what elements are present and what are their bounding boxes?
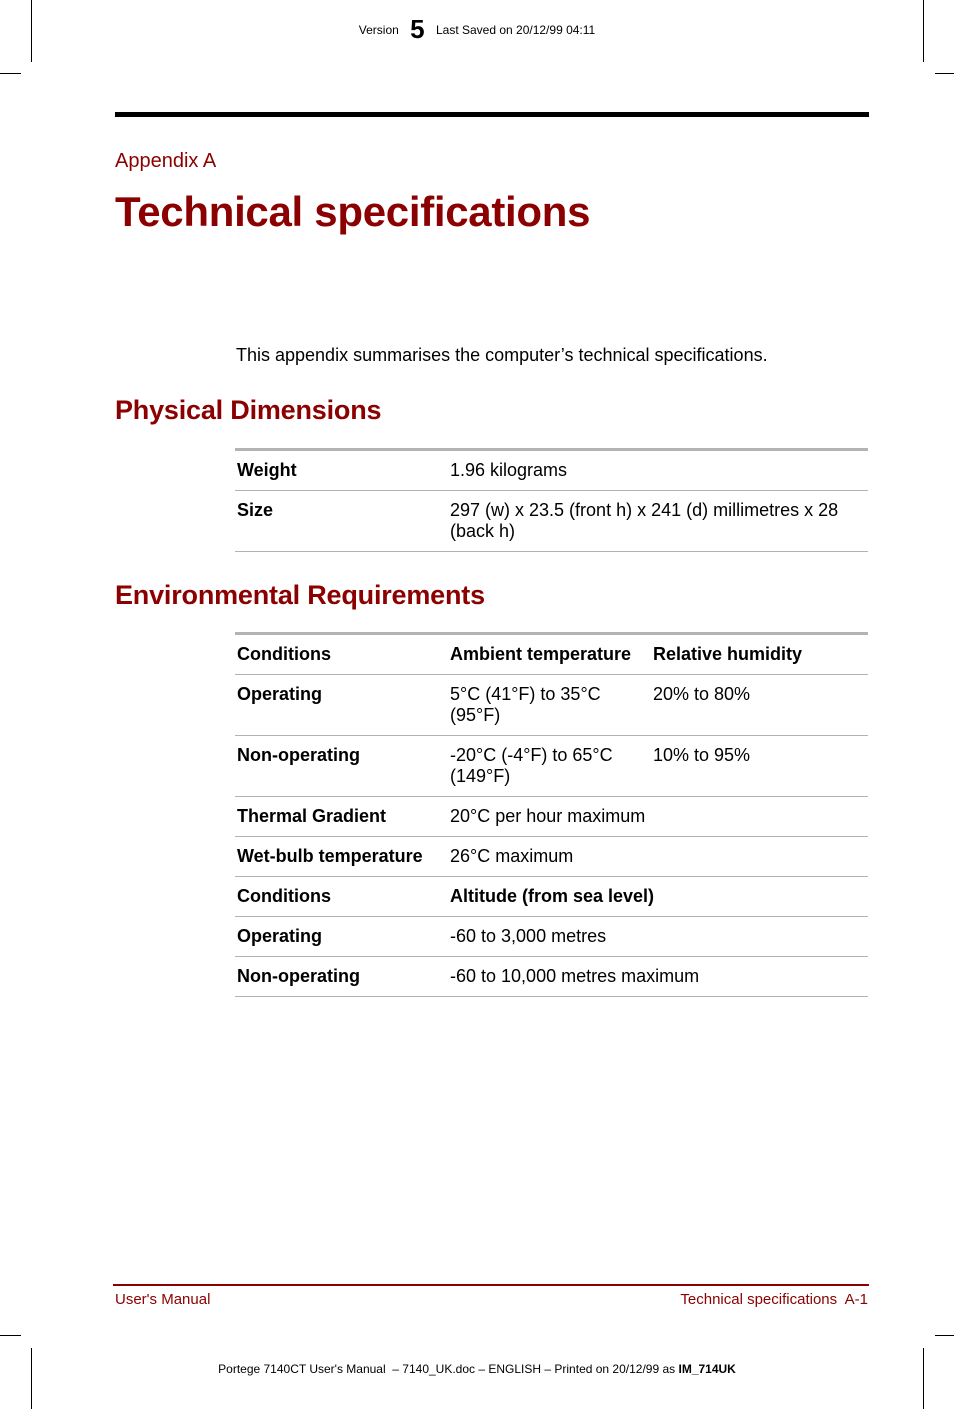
- row-label: Operating: [235, 917, 448, 957]
- row-value: -60 to 10,000 metres maximum: [448, 957, 868, 997]
- table-row: [235, 491, 868, 552]
- table-row: [235, 957, 868, 997]
- row-value: 10% to 95%: [651, 736, 868, 797]
- table-row: [235, 675, 868, 736]
- footer-right: Technical specifications A-1: [680, 1291, 868, 1308]
- row-value: 20% to 80%: [651, 675, 868, 736]
- crop-mark: [935, 73, 954, 74]
- version-number: 5: [410, 13, 425, 44]
- footer-rule: [113, 1284, 869, 1286]
- row-value: 1.96 kilograms: [448, 450, 868, 491]
- row-value: 297 (w) x 23.5 (front h) x 241 (d) millimetres x 28 (back h): [448, 491, 868, 552]
- print-line-text: Portege 7140CT User's Manual – 7140_UK.doc – ENGLISH – Printed on 20/12/99 as: [218, 1362, 679, 1376]
- print-line-code: IM_714UK: [678, 1362, 736, 1376]
- column-header: Altitude (from sea level): [448, 877, 868, 917]
- row-label: Non-operating: [235, 957, 448, 997]
- intro-paragraph: This appendix summarises the computer’s technical specifications.: [236, 345, 768, 365]
- row-label: Operating: [235, 675, 448, 736]
- column-header: Relative humidity: [651, 634, 868, 675]
- environmental-heading: Environmental Requirements: [115, 580, 485, 610]
- crop-mark: [0, 1335, 21, 1336]
- table-row: [235, 797, 868, 837]
- crop-mark: [935, 1335, 954, 1336]
- physical-heading: Physical Dimensions: [115, 395, 382, 425]
- environmental-table: [235, 632, 868, 997]
- table-row: [235, 837, 868, 877]
- row-label: Weight: [235, 450, 448, 491]
- appendix-label: Appendix A: [115, 150, 217, 172]
- table-row: [235, 450, 868, 491]
- row-value: 26°C maximum: [448, 837, 868, 877]
- column-header: Conditions: [235, 877, 448, 917]
- crop-mark: [0, 73, 21, 74]
- row-label: Thermal Gradient: [235, 797, 448, 837]
- header-rule: [115, 112, 869, 117]
- row-label: Non-operating: [235, 736, 448, 797]
- crop-mark: [31, 1348, 32, 1409]
- version-header: [0, 13, 954, 44]
- row-label: Size: [235, 491, 448, 552]
- column-header: Ambient temperature: [448, 634, 651, 675]
- row-value: -60 to 3,000 metres: [448, 917, 868, 957]
- table-header-row: [235, 877, 868, 917]
- footer-left: User's Manual: [115, 1291, 211, 1308]
- table-row: [235, 736, 868, 797]
- row-label: Wet-bulb temperature: [235, 837, 448, 877]
- table-row: [235, 917, 868, 957]
- row-value: 20°C per hour maximum: [448, 797, 868, 837]
- page-title: Technical specifications: [115, 188, 591, 235]
- last-saved: Last Saved on 20/12/99 04:11: [435, 23, 596, 37]
- row-value: -20°C (-4°F) to 65°C (149°F): [448, 736, 651, 797]
- row-value: 5°C (41°F) to 35°C (95°F): [448, 675, 651, 736]
- print-line: [0, 1362, 954, 1376]
- physical-table: [235, 448, 868, 552]
- table-header-row: [235, 634, 868, 675]
- crop-mark: [923, 1348, 924, 1409]
- version-label: Version: [358, 23, 399, 37]
- column-header: Conditions: [235, 634, 448, 675]
